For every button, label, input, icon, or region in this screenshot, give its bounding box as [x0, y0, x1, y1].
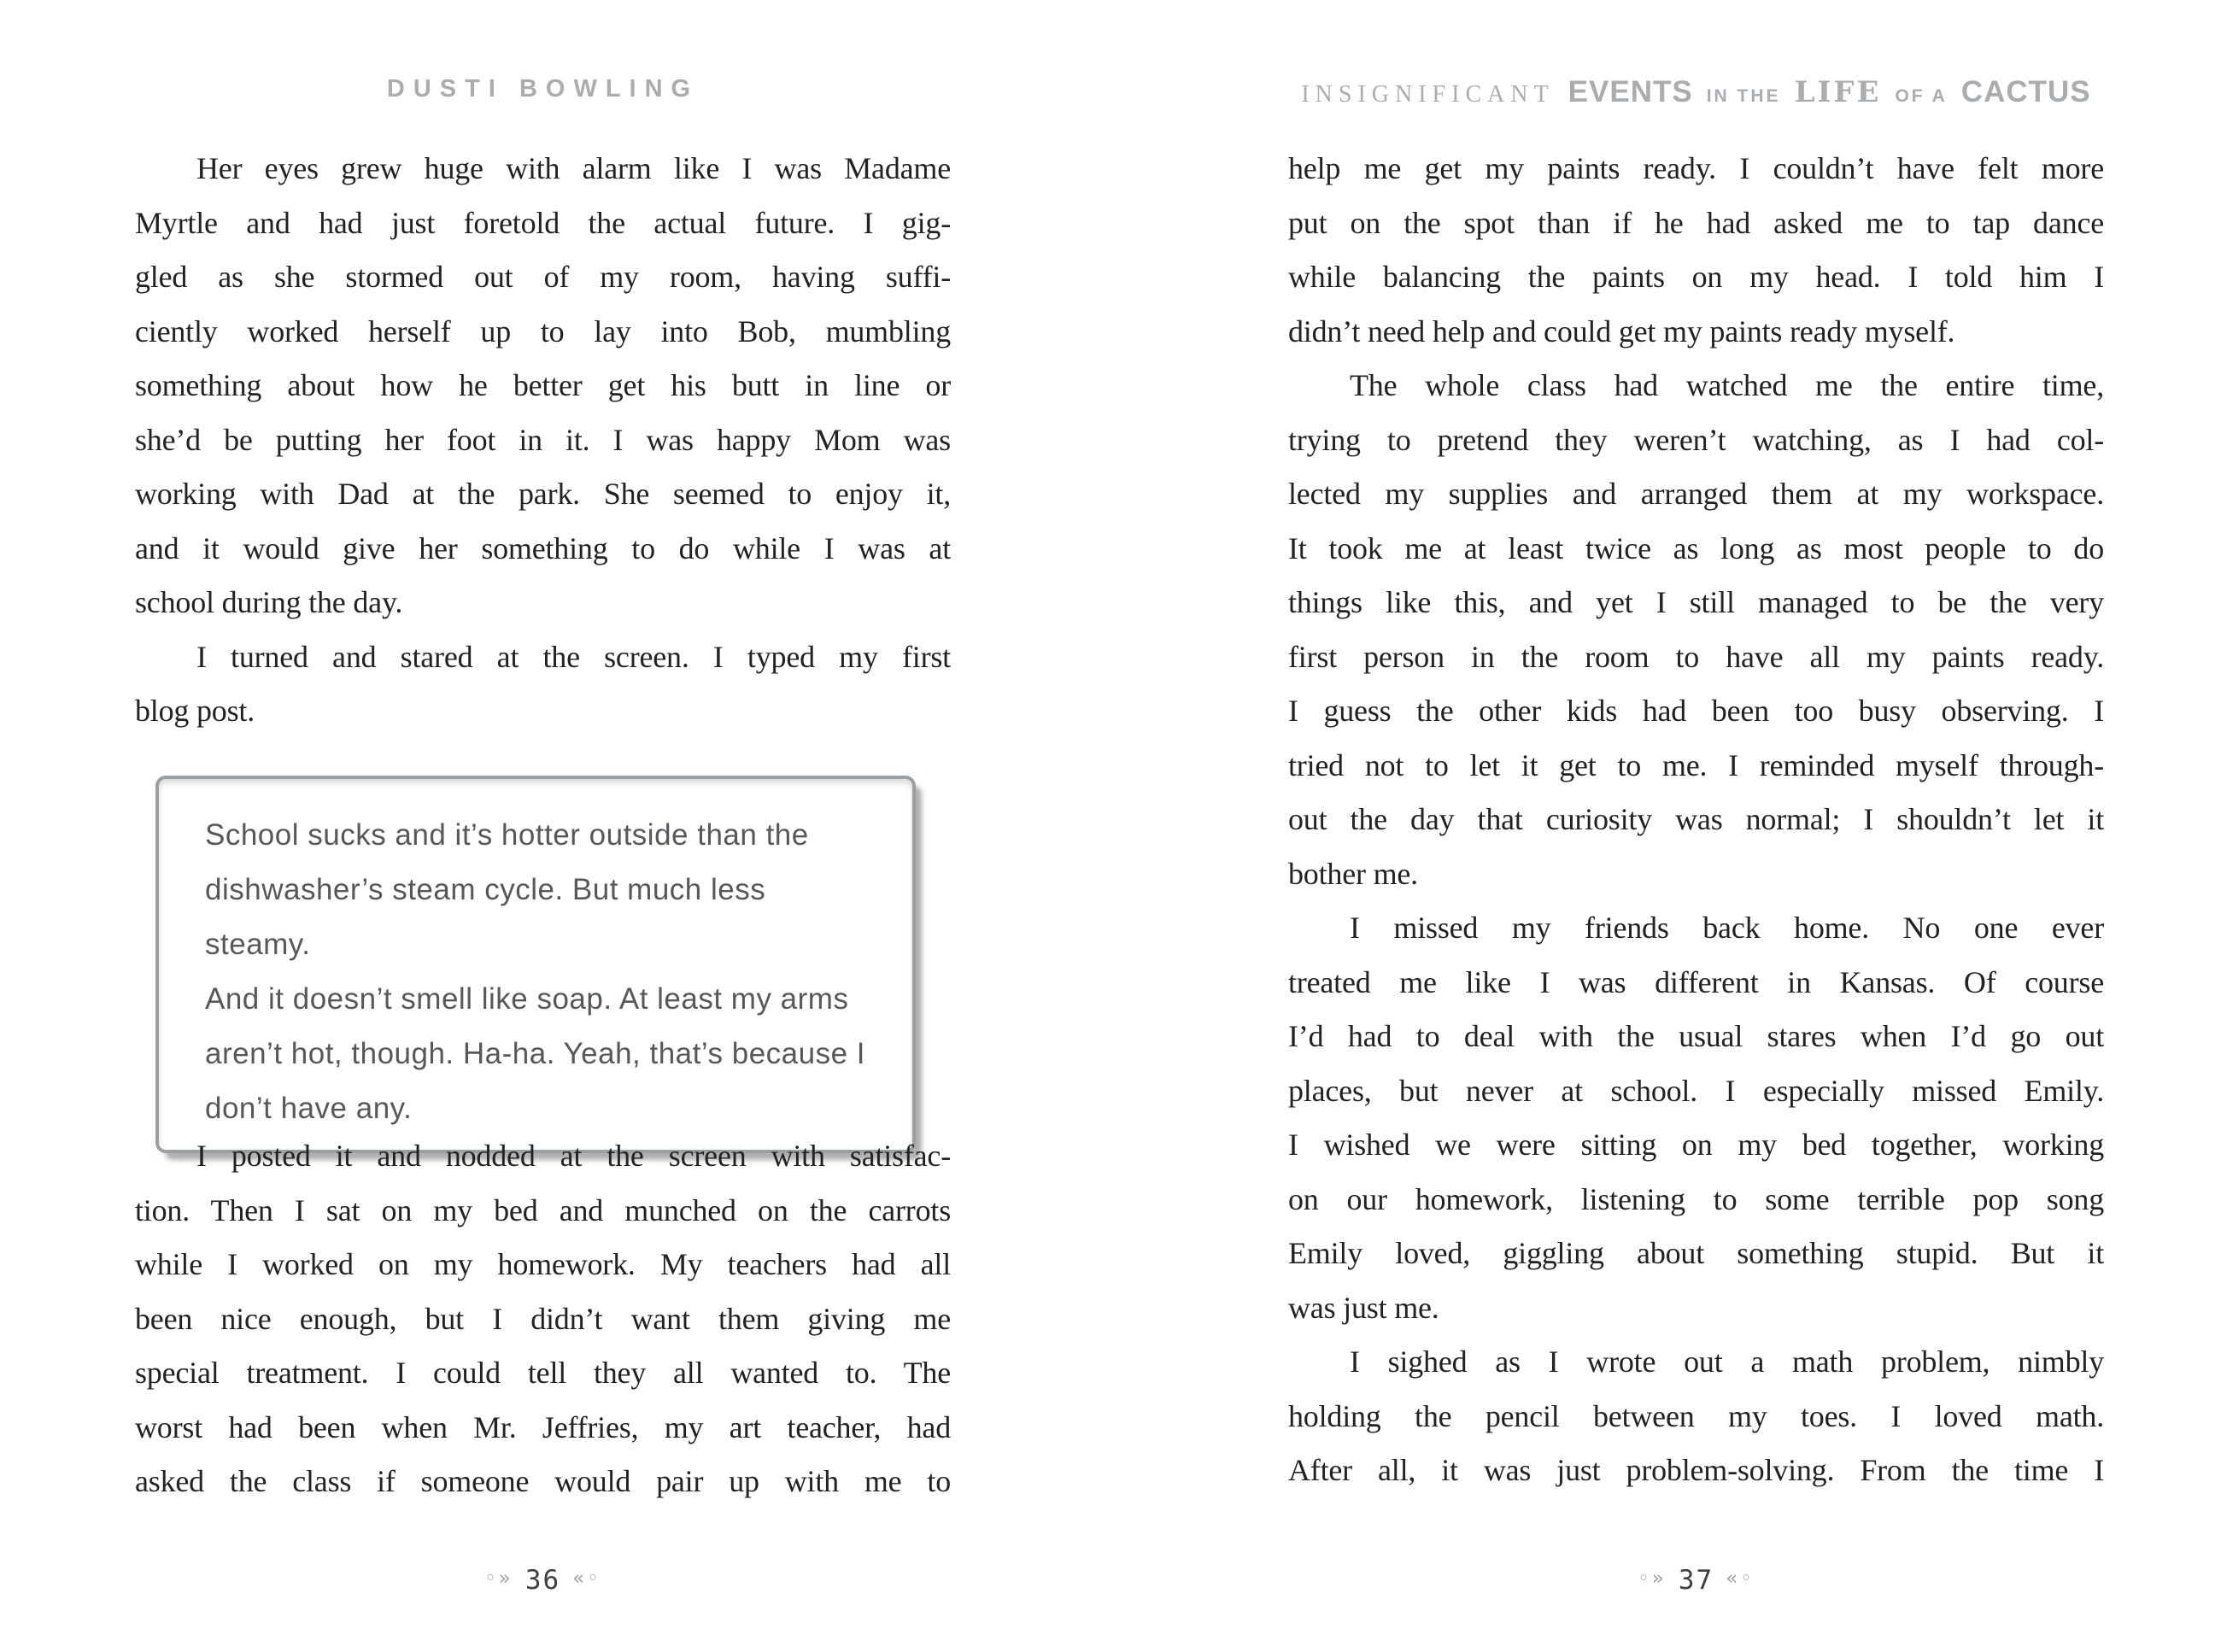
text-line: was just me. — [1288, 1290, 1439, 1325]
folio-ornament-left: ◦» — [1638, 1567, 1667, 1590]
text-line: bother me. — [1288, 856, 1418, 891]
folio-right — [1288, 1565, 2104, 1596]
text-line: and it would give her something to do while I was at — [135, 530, 951, 565]
text-line: Her eyes grew huge with alarm like I was Madame — [196, 151, 951, 185]
paragraph — [135, 142, 951, 630]
folio-ornament-right: «◦ — [572, 1567, 601, 1590]
text-line: I guess the other kids had been too busy observing. I — [1288, 694, 2104, 728]
book-title-part: LIFE — [1794, 75, 1882, 109]
paragraph — [1288, 1335, 2104, 1498]
text-line: school during the day. — [135, 585, 403, 619]
paragraph — [135, 630, 951, 739]
paragraph — [135, 1129, 951, 1509]
text-line: The whole class had watched me the entire time, — [1350, 368, 2104, 402]
text-line: things like this, and yet I still managed to be the very — [1288, 585, 2104, 619]
text-line: gled as she stormed out of my room, having suffi- — [135, 260, 951, 294]
text-line: I wished we were sitting on my bed together, working — [1288, 1128, 2104, 1162]
blog-post-box — [155, 776, 916, 1153]
text-line: she’d be putting her foot in it. I was happy Mom was — [135, 422, 951, 457]
left-body-top — [135, 142, 951, 739]
page-number-left: 36 — [524, 1565, 561, 1596]
book-title-part: EVENTS — [1568, 75, 1693, 108]
left-page — [135, 0, 951, 1652]
text-line: first person in the room to have all my paints ready. — [1288, 639, 2104, 674]
text-line: working with Dad at the park. She seemed to enjoy it, — [135, 477, 951, 511]
text-line: I turned and stared at the screen. I typed my first — [196, 639, 951, 674]
text-line: I posted it and nodded at the screen with satisfac- — [196, 1139, 951, 1173]
text-line: Emily loved, giggling about something stupid. But it — [1288, 1236, 2104, 1270]
blog-post-line: And it doesn’t smell like soap. At least my arms — [205, 982, 849, 1016]
text-line: After all, it was just problem-solving. From the time I — [1288, 1453, 2104, 1487]
text-line: treated me like I was different in Kansas. Of course — [1288, 964, 2104, 999]
text-line: ciently worked herself up to lay into Bob, mumbling — [135, 313, 951, 349]
text-line: I missed my friends back home. No one ever — [1350, 911, 2104, 945]
text-line: holding the pencil between my toes. I loved math. — [1288, 1398, 2104, 1433]
paragraph — [1288, 901, 2104, 1335]
text-line: asked the class if someone would pair up with me to — [135, 1464, 951, 1498]
blog-post-line: aren’t hot, though. Ha-ha. Yeah, that’s because I — [205, 1037, 866, 1070]
text-line: places, but never at school. I especially missed Emily. — [1288, 1073, 2104, 1108]
text-line: been nice enough, but I didn’t want them giving me — [135, 1301, 951, 1336]
book-title-part: IN THE — [1706, 86, 1781, 106]
text-line: special treatment. I could tell they all wanted to. The — [135, 1356, 951, 1390]
text-line: I sighed as I wrote out a math problem, nimbly — [1350, 1344, 2104, 1379]
book-title-part: INSIGNIFICANT — [1301, 81, 1555, 108]
running-head-title — [1288, 75, 2104, 109]
text-line: It took me at least twice as long as most people to do — [1288, 530, 2104, 565]
text-line: I’d had to deal with the usual stares when I’d go out — [1288, 1019, 2104, 1053]
page-number-right: 37 — [1678, 1565, 1714, 1596]
book-title-part: OF A — [1895, 86, 1948, 106]
folio-ornament-right: «◦ — [1726, 1567, 1755, 1590]
running-head-author — [135, 75, 951, 103]
text-line: while balancing the paints on my head. I told him I — [1288, 260, 2104, 294]
blog-post-line: dishwasher’s steam cycle. But much less steamy. — [205, 873, 766, 961]
text-line: on our homework, listening to some terrible pop song — [1288, 1181, 2104, 1216]
author-name: DUSTI BOWLING — [386, 75, 700, 103]
paragraph — [1288, 359, 2104, 901]
text-line: Myrtle and had just foretold the actual future. I gig- — [135, 205, 951, 240]
right-page — [1288, 0, 2104, 1652]
text-line: worst had been when Mr. Jeffries, my art teacher, had — [135, 1409, 951, 1444]
text-line: something about how he better get his butt in line or — [135, 368, 951, 402]
paragraph — [1288, 142, 2104, 359]
text-line: while I worked on my homework. My teachers had all — [135, 1247, 951, 1281]
blog-post-line: don’t have any. — [205, 1092, 413, 1125]
text-line: tried not to let it get to me. I reminded myself through- — [1288, 747, 2104, 782]
text-line: put on the spot than if he had asked me to tap dance — [1288, 205, 2104, 240]
left-body-bottom — [135, 1129, 951, 1509]
right-body — [1288, 142, 2104, 1498]
blog-post-line: School sucks and it’s hotter outside than the — [205, 818, 809, 852]
text-line: out the day that curiosity was normal; I shouldn’t let it — [1288, 802, 2104, 836]
text-line: tion. Then I sat on my bed and munched on the carrots — [135, 1192, 951, 1227]
text-line: didn’t need help and could get my paints ready myself. — [1288, 313, 1955, 349]
folio-ornament-left: ◦» — [484, 1567, 513, 1590]
text-line: lected my supplies and arranged them at my workspace. — [1288, 477, 2104, 511]
book-title-part: CACTUS — [1960, 75, 2091, 108]
text-line: help me get my paints ready. I couldn’t have felt more — [1288, 151, 2104, 185]
folio-left — [135, 1565, 951, 1596]
text-line: trying to pretend they weren’t watching, as I had col- — [1288, 422, 2104, 457]
text-line: blog post. — [135, 694, 255, 728]
